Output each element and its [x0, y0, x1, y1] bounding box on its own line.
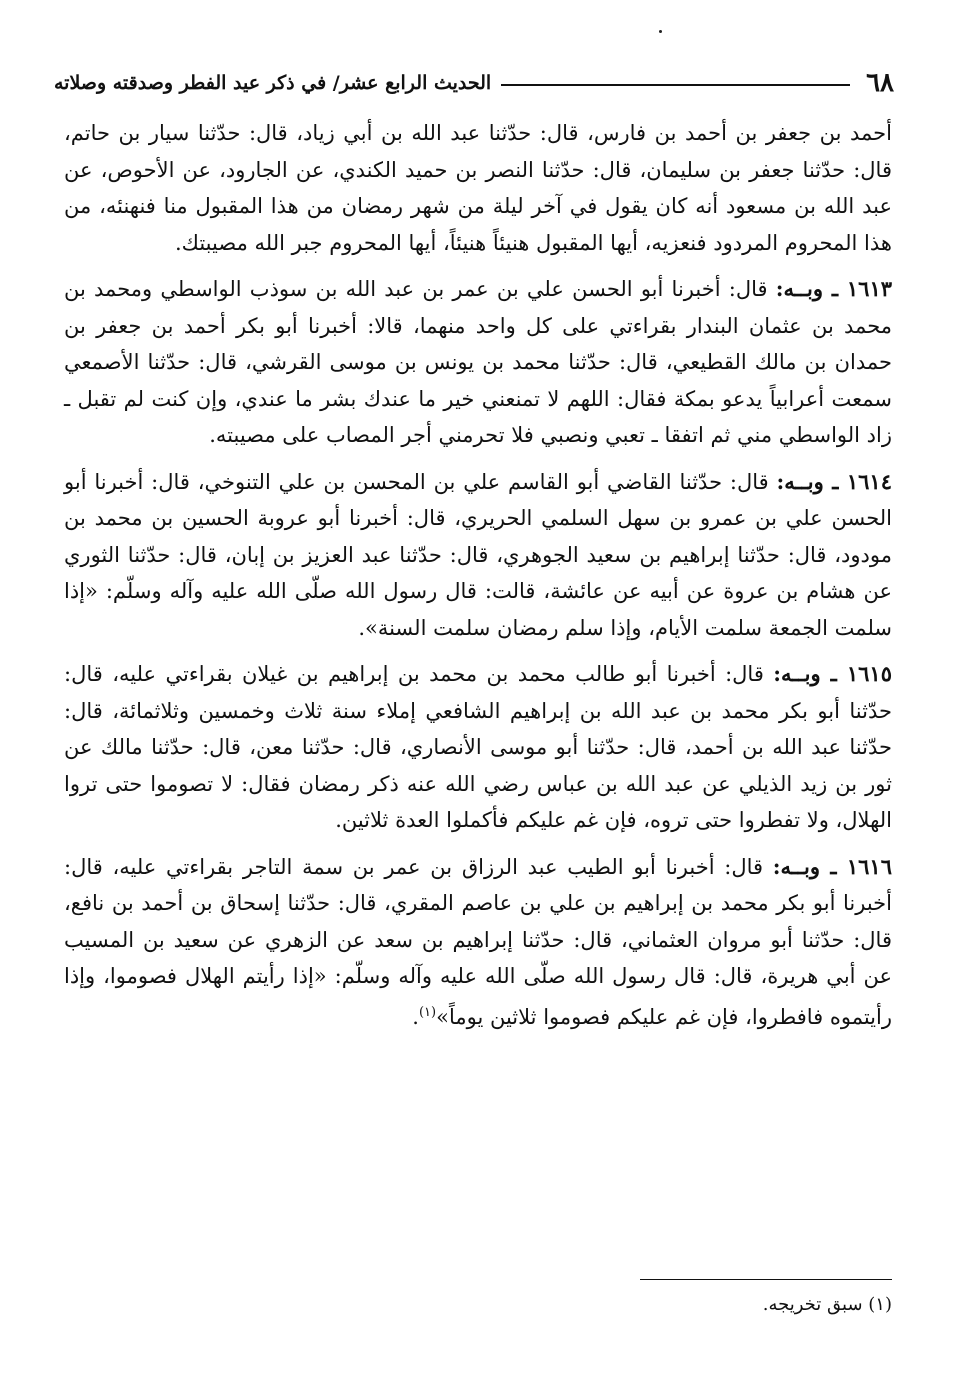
hadith-number: ١٦١٦ ـ وبــه: [772, 853, 892, 879]
hadith-1614 [64, 464, 892, 647]
paragraph-text: أحمد بن جعفر بن أحمد بن فارس، قال: حدّثنا عبد الله بن أبي زياد، قال: حدّثنا سيار بن حاتم، قال: حدّثنا جعفر بن سليمان، قال: حدّثنا النصر بن حميد الكندي، عن الجارود، عن الأحوص، عن عبد الله بن مسعود أنه كان يقول في آخر ليلة من شهر رمضان من هذا المقبول منا فنهنئه، من هذا المحروم المردود فنعزيه، أيها المقبول هنيئاً هنيئاً، أيها المحروم جبر الله مصيبتك. [64, 121, 892, 255]
paragraph-text: قال: أخبرنا أبو الحسن علي بن عمر بن عبد الله بن سوذب الواسطي ومحمد بن محمد بن عثمان البندار بقراءتي على كل واحد منهما، قالا: أخبرنا أبو بكر أحمد بن جعفر بن حمدان بن مالك القطيعي، قال: حدّثنا محمد بن يونس بن موسى القرشي، قال: حدّثنا الأصمعي سمعت أعرابياً يدعو بمكة فقال: اللهم لا تمنعني خير ما عندك بشر ما عندي، وإن كنت لم تقبل ـ زاد الواسطي مني ثم اتفقا ـ تعبي ونصبي فلا تحرمني أجر المصاب على مصيبته. [64, 277, 892, 447]
hadith-number: ١٦١٤ ـ وبــه: [776, 468, 892, 494]
paragraph-text: قال: أخبرنا أبو طالب محمد بن محمد بن إبراهيم بن غيلان بقراءتي عليه، قال: حدّثنا أبو بكر محمد بن عبد الله بن إبراهيم الشافعي إملاء سنة ثلاث وخمسين وثلاثمائة، قال: حدّثنا عبد الله بن أحمد، قال: حدّثنا أبو موسى الأنصاري، قال: حدّثنا معن، قال: حدّثنا مالك عن ثور بن زيد الذيلي عن عبد الله بن عباس رضي الله عنه ذكر رمضان فقال: لا تصوموا حتى تروا الهلال، ولا تفطروا حتى تروه، فإن غم عليكم فأكملوا العدة ثلاثين. [64, 662, 892, 832]
page-number: ٦٨ [866, 68, 894, 98]
paragraph-text: قال: حدّثنا القاضي أبو القاسم علي بن المحسن بن علي التنوخي، قال: أخبرنا أبو الحسن علي بن عمرو بن سهل السلمي الحريري، قال: أخبرنا أبو عروبة الحسين بن محمد بن مودود، قال: حدّثنا إبراهيم بن سعيد الجوهري، قال: حدّثنا عبد العزيز بن إبان، قال: حدّثنا الثوري عن هشام بن عروة عن أبيه عن عائشة، قالت: قال رسول الله صلّى الله عليه وآله وسلّم: «إذا سلمت الجمعة سلمت الأيام، وإذا سلم رمضان سلمت السنة». [64, 469, 892, 640]
footnote-ref[interactable]: (١) [418, 1004, 437, 1020]
running-title: الحديث الرابع عشر/ في ذكر عيد الفطر وصدقته وصلاته [54, 72, 492, 94]
header-rule [501, 84, 850, 86]
paragraph-tail: . [412, 1004, 419, 1029]
footnote [64, 1290, 892, 1320]
paragraph-text: قال: أخبرنا أبو الطيب عبد الرزاق بن عمر بن سمة التاجر بقراءتي عليه، قال: أخبرنا أبو بكر محمد بن إبراهيم بن علي بن عاصم المقري، قال: حدّثنا إسحاق بن أحمد بن نافع، قال: حدّثنا أبو مروان العثماني، قال: حدّثنا إبراهيم بن سعد عن الزهري عن سعيد بن المسيب عن أبي هريرة، قال: قال رسول الله صلّى الله عليه وآله وسلّم: «إذا رأيتم الهلال فصوموا، وإذا رأيتموه فافطروا، فإن غم عليكم فصوموا ثلاثين يوماً» [64, 854, 892, 1029]
hadith-number: ١٦١٥ ـ وبــه: [773, 661, 892, 686]
footnote-separator [640, 1279, 892, 1280]
page-header [54, 58, 894, 98]
hadith-number: ١٦١٣ ـ وبــه: [775, 276, 893, 301]
main-text [64, 115, 892, 1045]
paragraph-continuation [64, 115, 892, 261]
hadith-1616 [64, 849, 892, 1036]
ink-dot [659, 30, 662, 33]
footnote-text: (١) سبق تخريجه. [762, 1294, 892, 1315]
hadith-1615 [64, 656, 892, 839]
hadith-1613 [64, 271, 892, 454]
